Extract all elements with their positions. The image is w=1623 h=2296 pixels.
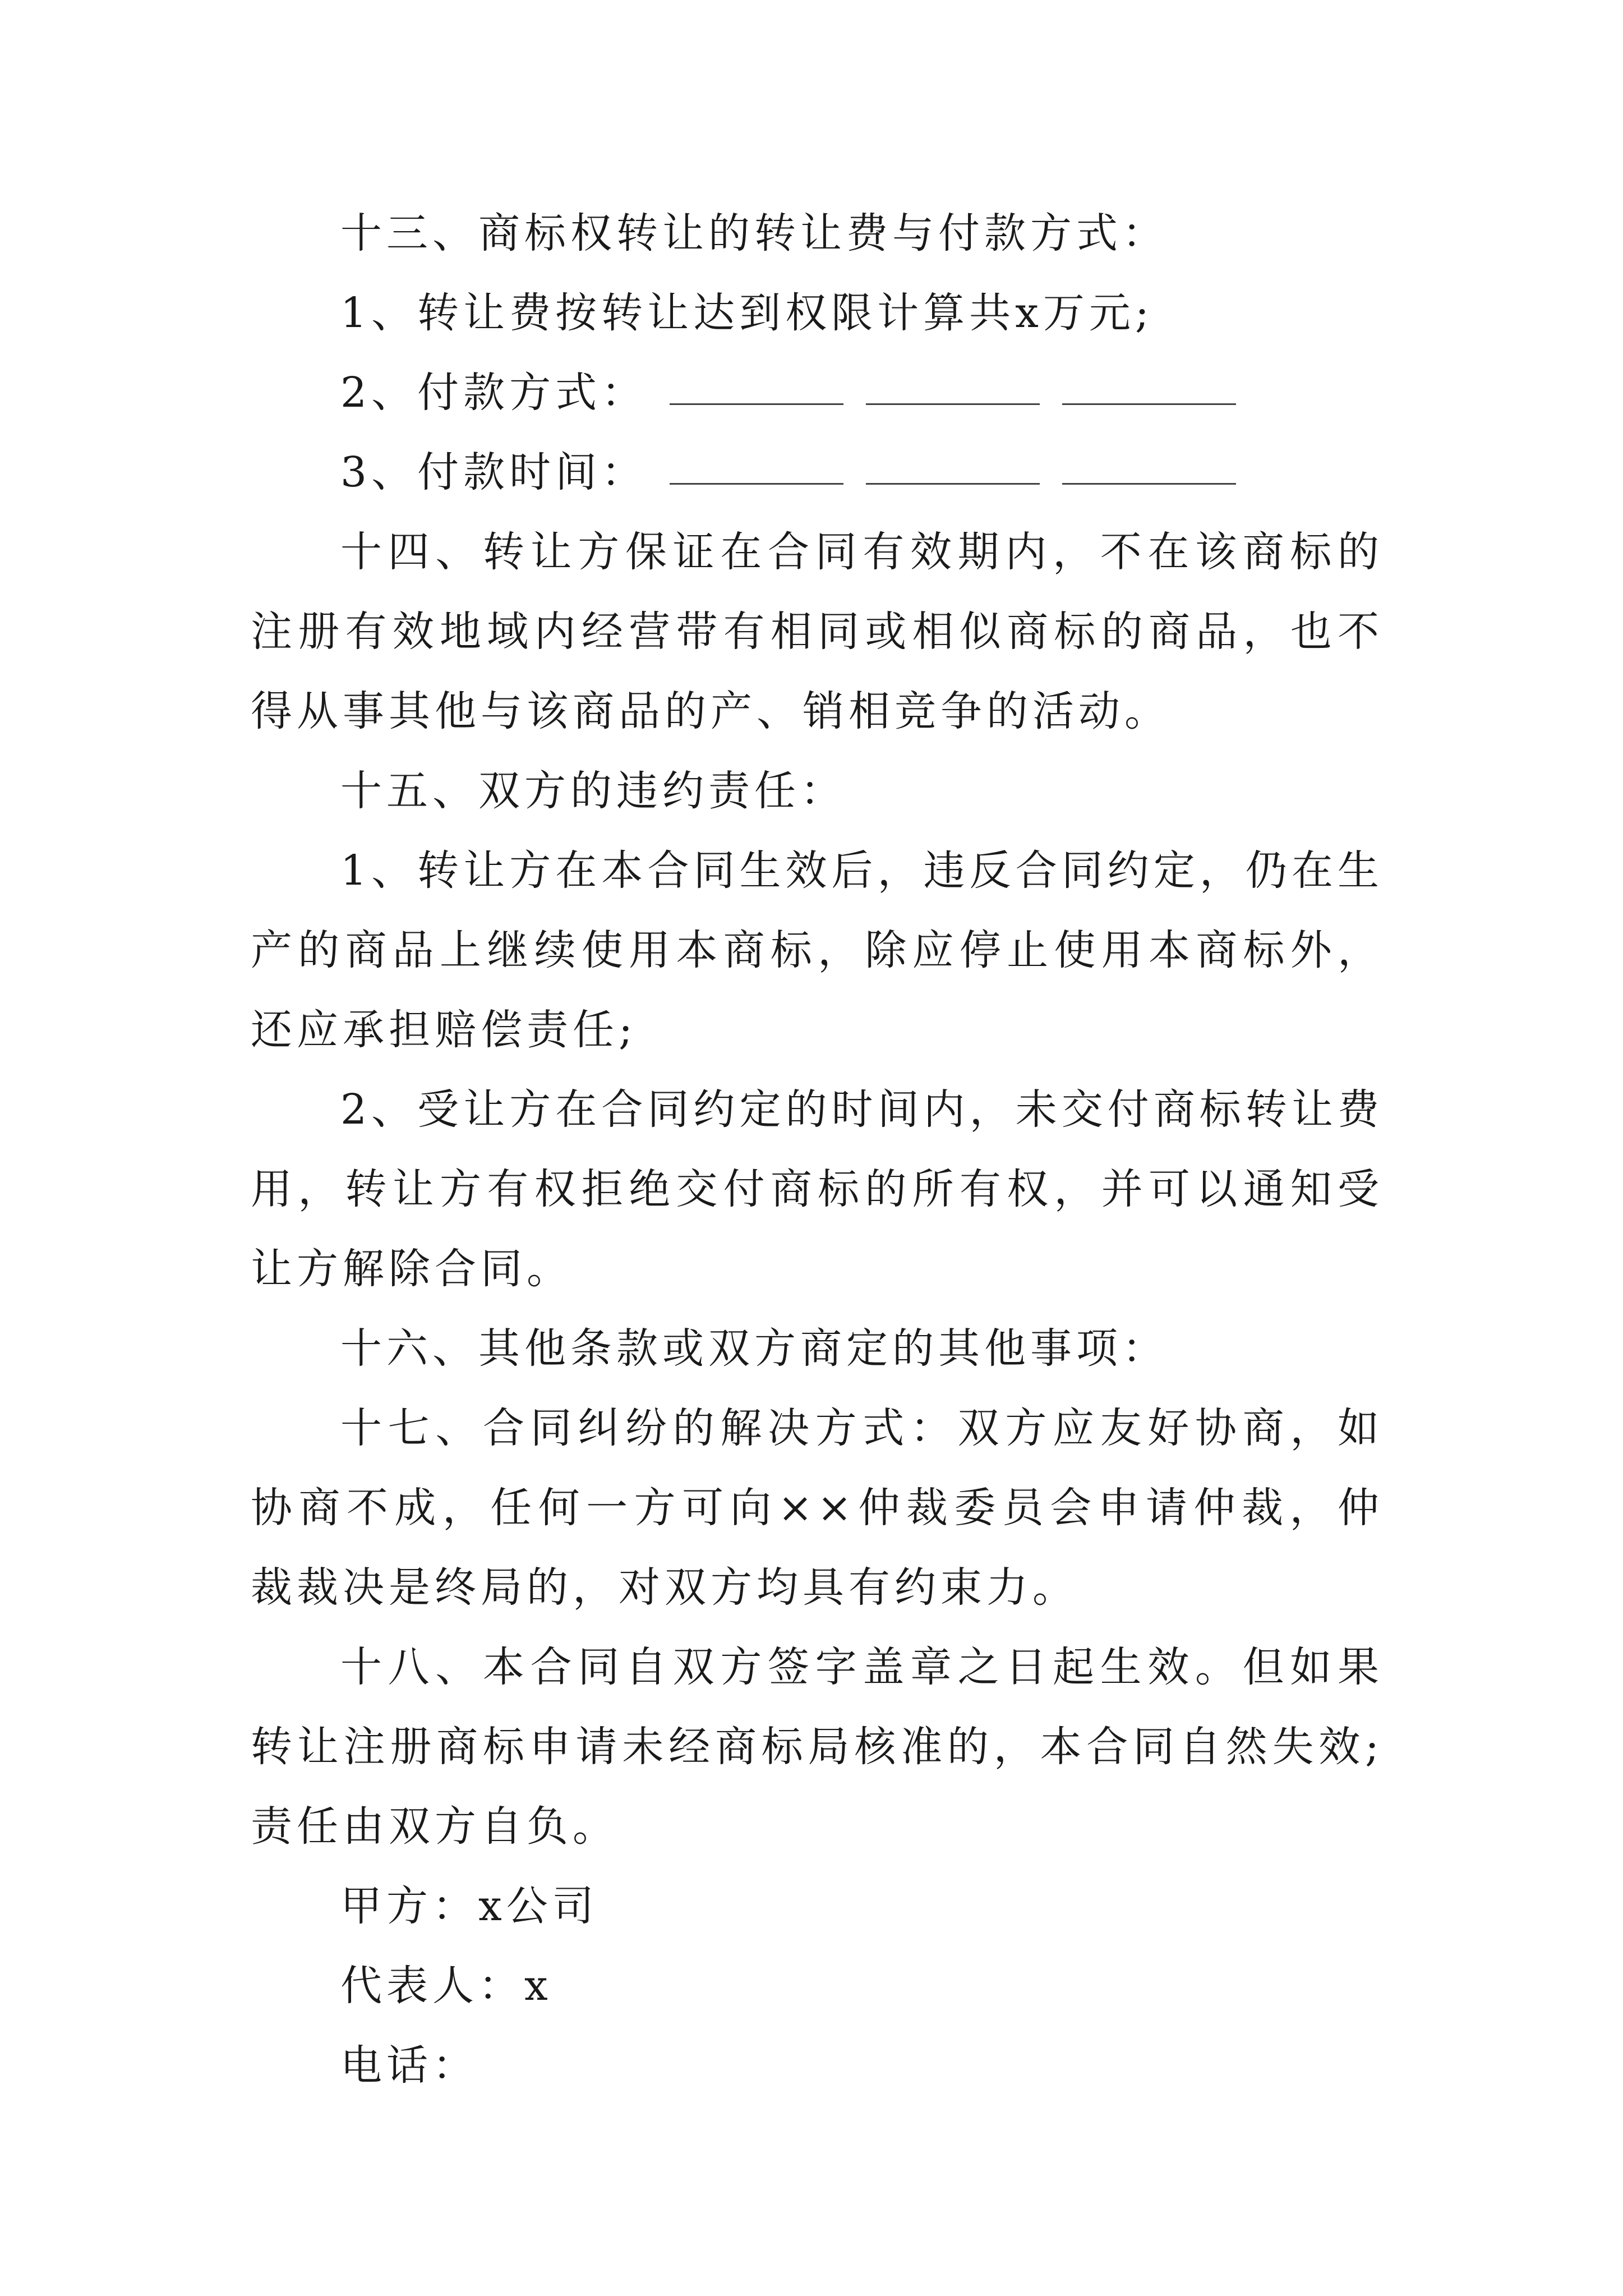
clause-17: 十七、合同纠纷的解决方式：双方应友好协商，如协商不成，任何一方可向××仲裁委员会申请仲裁，仲裁裁决是终局的，对双方均具有约束力。 [251,1404,1384,1612]
blank-line [1062,402,1236,405]
party-a-line: 甲方：x公司 [340,1882,598,1930]
payment-time-label: 3、付款时间： [340,448,648,496]
clause-15-item-1: 1、转让方在本合同生效后，违反合同约定，仍在生产的商品上继续使用本商标，除应停止使用本商标外，还应承担赔偿责任; [251,846,1384,1054]
representative-line: 代表人：x [340,1962,552,2010]
blank-line [670,402,843,405]
blank-line [866,482,1040,485]
clause-13-item-3 [251,432,1384,512]
clause-13-item-1: 1、转让费按转让达到权限计算共x万元; [340,289,1154,337]
clause-14: 十四、转让方保证在合同有效期内，不在该商标的注册有效地域内经营带有相同或相似商标的商品，也不得从事其他与该商品的产、销相竞争的活动。 [251,528,1384,735]
clause-15-item-2: 2、受让方在合同约定的时间内，未交付商标转让费用，转让方有权拒绝交付商标的所有权，并可以通知受让方解除合同。 [251,1085,1384,1293]
clause-15-heading: 十五、双方的违约责任： [340,767,846,815]
clause-16: 十六、其他条款或双方商定的其他事项： [340,1324,1168,1373]
payment-method-label: 2、付款方式： [340,369,648,417]
clause-18: 十八、本合同自双方签字盖章之日起生效。但如果转让注册商标申请未经商标局核准的，本合同自然失效;责任由双方自负。 [251,1643,1384,1851]
phone-line: 电话： [340,2041,478,2090]
clause-13-heading: 十三、商标权转让的转让费与付款方式： [340,209,1168,257]
blank-line [1062,482,1236,485]
clause-13-item-2 [251,353,1384,432]
document-body [251,194,1384,2105]
blank-line [866,402,1040,405]
blank-line [670,482,843,485]
